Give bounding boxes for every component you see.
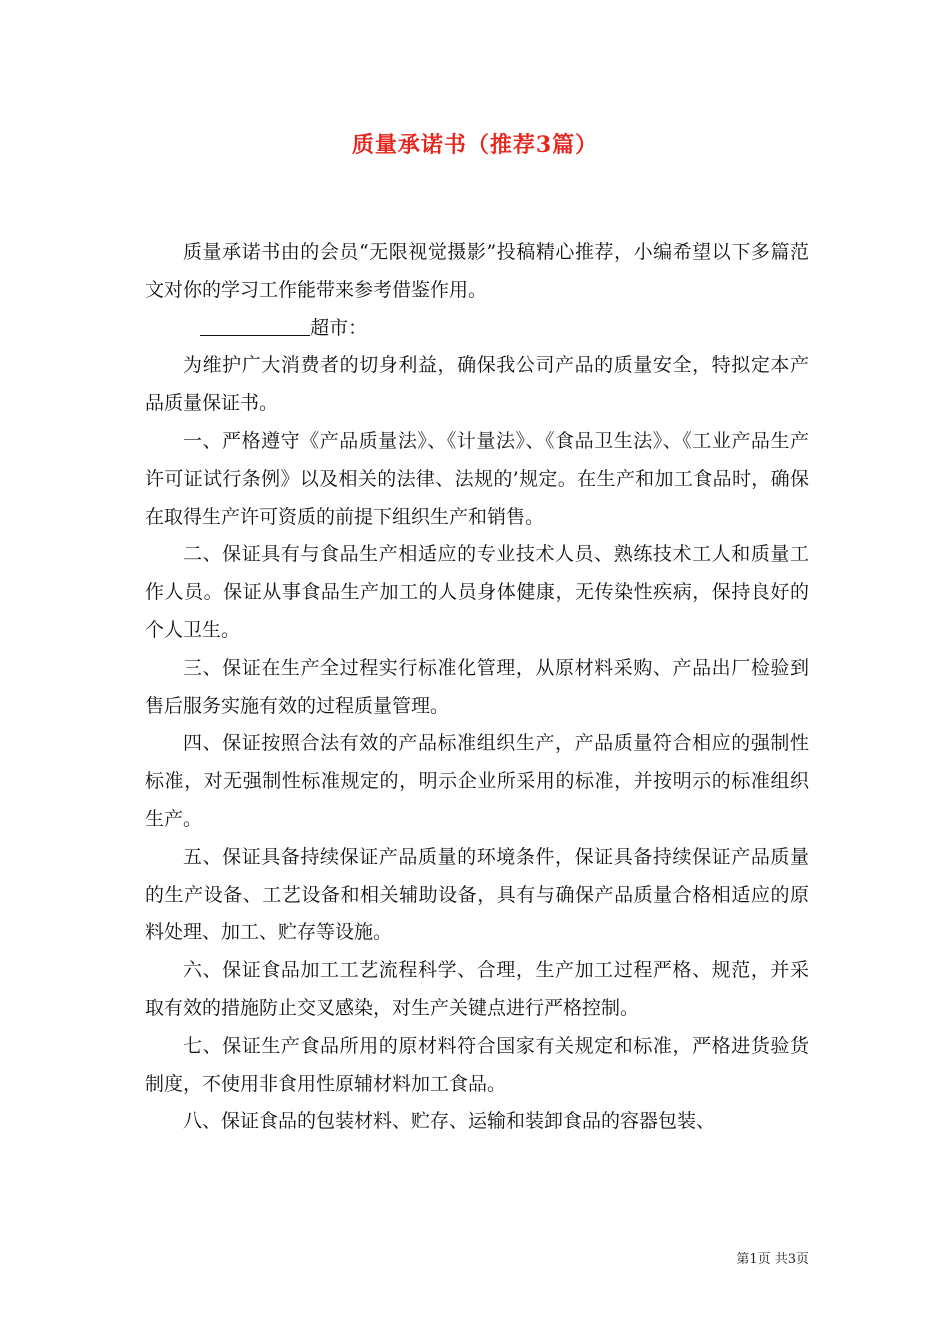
page-number: 第1页 共3页 xyxy=(736,1252,809,1267)
paragraph-item-1: 一、严格遵守《产品质量法》、《计量法》、《食品卫生法》、《工业产品生产许可证试行条例》以及相关的法律、法规的’规定。在生产和加工食品时，确保在取得生产许可资质的前提下组织生产和销售。 xyxy=(145,429,809,528)
salutation-line xyxy=(145,310,809,348)
paragraph-item-8: 八、保证食品的包装材料、贮存、运输和装卸食品的容器包装、 xyxy=(183,1110,716,1133)
paragraph-preamble: 为维护广大消费者的切身利益，确保我公司产品的质量安全，特拟定本产品质量保证书。 xyxy=(145,354,809,415)
paragraph-item-7: 七、保证生产食品所用的原材料符合国家有关规定和标准，严格进货验货制度，不使用非食用性原辅材料加工食品。 xyxy=(145,1034,809,1095)
paragraph-item-3: 三、保证在生产全过程实行标准化管理，从原材料采购、产品出厂检验到售后服务实施有效的过程质量管理。 xyxy=(145,656,809,717)
paragraph-item-5: 五、保证具备持续保证产品质量的环境条件，保证具备持续保证产品质量的生产设备、工艺设备和相关辅助设备，具有与确保产品质量合格相适应的原料处理、加工、贮存等设施。 xyxy=(145,845,809,944)
paragraph-item-4: 四、保证按照合法有效的产品标准组织生产，产品质量符合相应的强制性标准，对无强制性标准规定的，明示企业所采用的标准，并按明示的标准组织生产。 xyxy=(145,732,809,830)
paragraph-item-2: 二、保证具有与食品生产相适应的专业技术人员、熟练技术工人和质量工作人员。保证从事食品生产加工的人员身体健康，无传染性疾病，保持良好的个人卫生。 xyxy=(145,543,809,641)
document-title: 质量承诺书（推荐3篇） xyxy=(351,132,599,158)
document-body xyxy=(145,234,809,1141)
intro-paragraph: 质量承诺书由的会员“无限视觉摄影”投稿精心推荐，小编希望以下多篇范文对你的学习工作能带来参考借鉴作用。 xyxy=(145,241,809,301)
paragraph-item-6: 六、保证食品加工工艺流程科学、合理，生产加工过程严格、规范，并采取有效的措施防止交叉感染，对生产关键点进行严格控制。 xyxy=(145,959,809,1019)
salutation-text: 超市： xyxy=(310,316,368,339)
blank-fill-line xyxy=(200,315,310,336)
